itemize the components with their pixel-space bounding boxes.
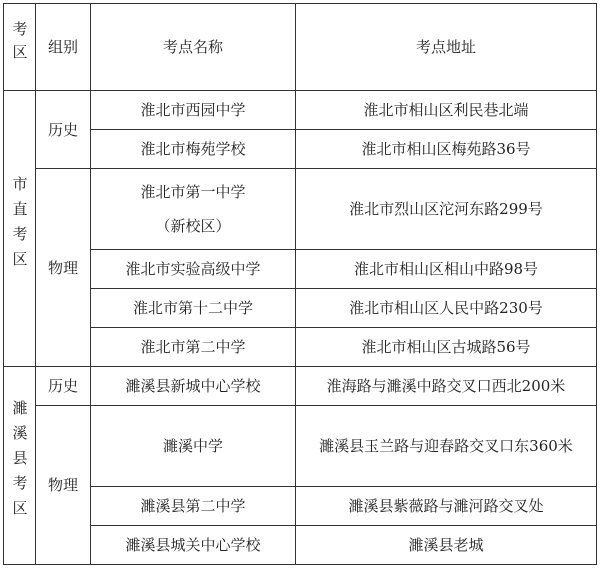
site-address: 淮北市相山区相山中路98号 — [296, 250, 597, 289]
district-cell — [4, 91, 36, 367]
table-row — [4, 250, 597, 289]
site-name: 淮北市第二中学 — [91, 328, 296, 367]
site-name: 淮北市梅苑学校 — [91, 130, 296, 169]
header-district-cell — [4, 4, 36, 91]
district-cell — [4, 367, 36, 565]
table-row — [4, 169, 597, 250]
table-row — [4, 406, 597, 487]
group-name: 历史 — [36, 91, 91, 169]
header-row — [4, 4, 597, 91]
table-row — [4, 91, 597, 130]
site-name: 淮北市西园中学 — [91, 91, 296, 130]
site-address: 淮北市相山区古城路56号 — [296, 328, 597, 367]
table-row — [4, 367, 597, 406]
site-address: 濉溪县玉兰路与迎春路交叉口东360米 — [296, 406, 597, 487]
site-address: 淮北市相山区梅苑路36号 — [296, 130, 597, 169]
site-name: 淮北市第一中学 — [140, 183, 246, 201]
site-name-note: （新校区） — [155, 217, 231, 235]
district-name: 市直考区 — [10, 175, 29, 276]
site-address: 淮海路与濉溪中路交叉口西北200米 — [296, 367, 597, 406]
table-row — [4, 289, 597, 328]
table-row — [4, 526, 597, 565]
group-name: 物理 — [36, 169, 91, 367]
header-group: 组别 — [36, 4, 91, 91]
group-name: 物理 — [36, 406, 91, 565]
table-row — [4, 487, 597, 526]
site-name: 淮北市实验高级中学 — [91, 250, 296, 289]
site-address: 淮北市相山区利民巷北端 — [296, 91, 597, 130]
site-name: 濉溪县城关中心学校 — [91, 526, 296, 565]
table-row — [4, 130, 597, 169]
site-name: 濉溪县第二中学 — [91, 487, 296, 526]
site-address: 濉溪县老城 — [296, 526, 597, 565]
site-name-cell — [91, 169, 296, 250]
site-name: 濉溪中学 — [91, 406, 296, 487]
exam-site-table — [3, 3, 597, 565]
header-site-address: 考点地址 — [296, 4, 597, 91]
site-address: 淮北市烈山区沱河东路299号 — [296, 169, 597, 250]
exam-site-table-container — [3, 3, 597, 565]
district-name: 濉溪县考区 — [10, 400, 29, 525]
group-name: 历史 — [36, 367, 91, 406]
header-district: 考区 — [10, 21, 29, 67]
site-address: 淮北市相山区人民中路230号 — [296, 289, 597, 328]
site-name: 淮北市第十二中学 — [91, 289, 296, 328]
site-address: 濉溪县紫薇路与濉河路交叉处 — [296, 487, 597, 526]
table-row — [4, 328, 597, 367]
site-name: 濉溪县新城中心学校 — [91, 367, 296, 406]
header-site-name: 考点名称 — [91, 4, 296, 91]
